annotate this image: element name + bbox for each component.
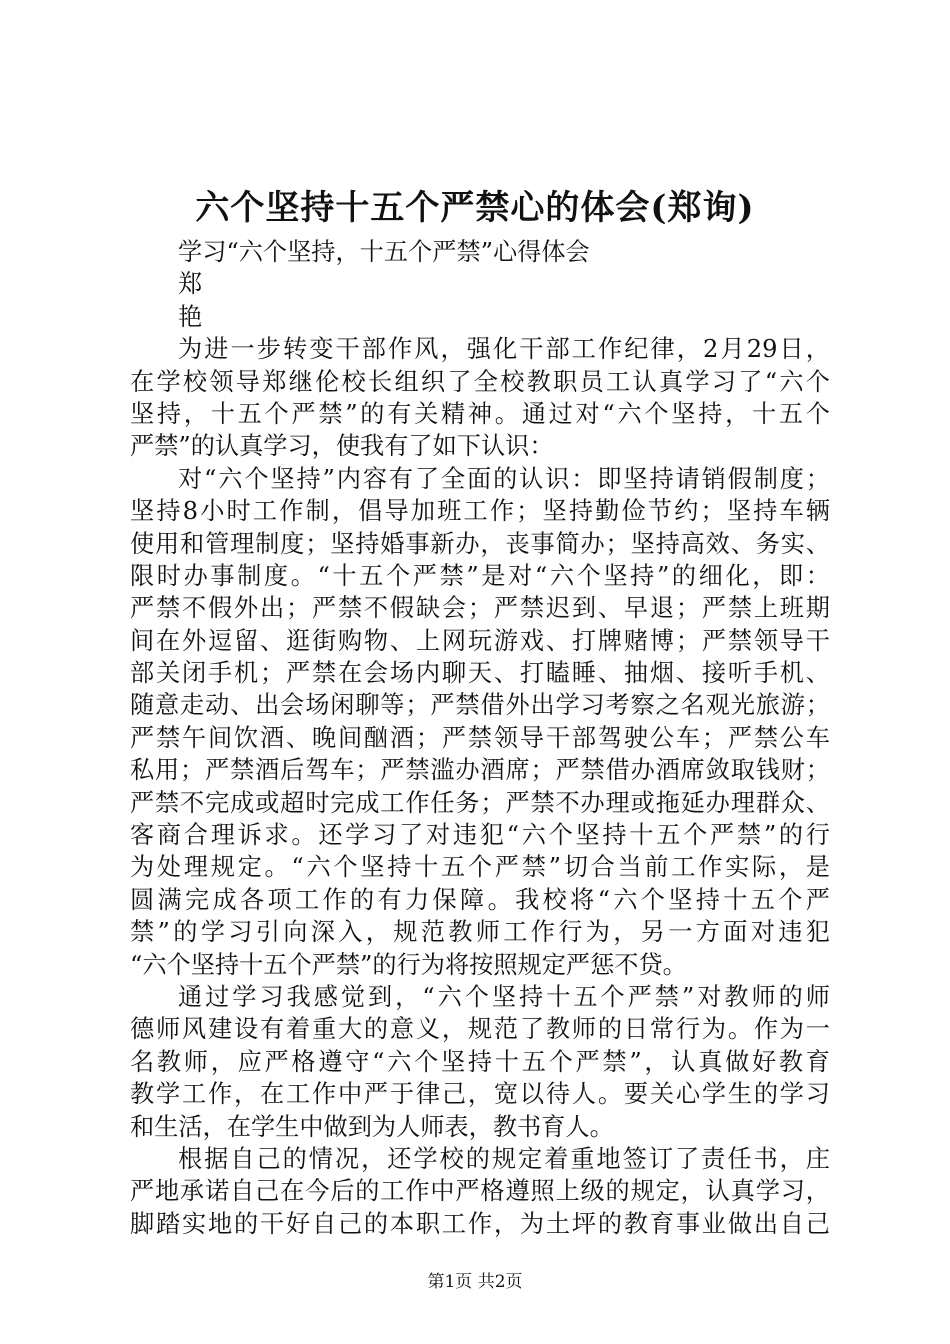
text-line: 间在外逗留、逛街购物、上网玩游戏、打牌赌博；严禁领导干 [130, 626, 830, 655]
document-title: 六个坚持十五个严禁心的体会(郑询) [195, 188, 755, 228]
page-footer: 第1页 共2页 [427, 1272, 523, 1292]
text-line: 坚持，十五个严禁”的有关精神。通过对“六个坚持，十五个 [130, 399, 830, 428]
text-line: 在学校领导郑继伦校长组织了全校教职员工认真学习了“六个 [130, 367, 830, 396]
text-line: 脚踏实地的干好自己的本职工作，为土坪的教育事业做出自己 [130, 1209, 830, 1238]
text-line: 客商合理诉求。还学习了对违犯“六个坚持十五个严禁”的行 [130, 821, 830, 850]
text-line: 严禁不完成或超时完成工作任务；严禁不办理或拖延办理群众、 [130, 788, 830, 817]
text-line: 圆满完成各项工作的有力保障。我校将“六个坚持十五个严 [130, 885, 830, 914]
document-body [130, 236, 830, 1240]
text-line: 为进一步转变干部作风，强化干部工作纪律，2月29日， [178, 335, 830, 364]
author-line-1: 郑 [178, 270, 203, 299]
text-line: 德师风建设有着重大的意义，规范了教师的日常行为。作为一 [130, 1015, 830, 1044]
text-line: 对“六个坚持”内容有了全面的认识：即坚持请销假制度； [178, 464, 830, 493]
text-line: “六个坚持十五个严禁”的行为将按照规定严惩不贷。 [130, 950, 687, 979]
text-line: 通过学习我感觉到，“六个坚持十五个严禁”对教师的师 [178, 982, 830, 1011]
body-text [130, 333, 830, 1240]
text-line: 严禁午间饮酒、晚间酗酒；严禁领导干部驾驶公车；严禁公车 [130, 723, 830, 752]
text-line: 私用；严禁酒后驾车；严禁滥办酒席；严禁借办酒席敛取钱财； [130, 756, 830, 785]
text-line: 严地承诺自己在今后的工作中严格遵照上级的规定，认真学习， [130, 1177, 830, 1206]
author-line-2: 艳 [178, 302, 203, 331]
text-line: 部关闭手机；严禁在会场内聊天、打瞌睡、抽烟、接听手机、 [130, 659, 830, 688]
text-line: 为处理规定。“六个坚持十五个严禁”切合当前工作实际，是 [130, 853, 830, 882]
text-line: 使用和管理制度；坚持婚事新办，丧事简办；坚持高效、务实、 [130, 529, 830, 558]
text-line: 随意走动、出会场闲聊等；严禁借外出学习考察之名观光旅游； [130, 691, 830, 720]
text-line: 名教师，应严格遵守“六个坚持十五个严禁”，认真做好教育 [130, 1047, 830, 1076]
text-line: 限时办事制度。“十五个严禁”是对“六个坚持”的细化，即： [130, 561, 830, 590]
text-line: 根据自己的情况，还学校的规定着重地签订了责任书，庄 [178, 1144, 830, 1173]
subtitle: 学习“六个坚持，十五个严禁”心得体会 [178, 238, 590, 266]
text-line: 坚持8小时工作制，倡导加班工作；坚持勤俭节约；坚持车辆 [130, 497, 830, 526]
text-line: 严禁不假外出；严禁不假缺会；严禁迟到、早退；严禁上班期 [130, 594, 830, 623]
text-line: 教学工作，在工作中严于律己，宽以待人。要关心学生的学习 [130, 1080, 830, 1109]
text-line: 禁”的学习引向深入，规范教师工作行为，另一方面对违犯 [130, 918, 830, 947]
text-line: 严禁”的认真学习，使我有了如下认识： [130, 432, 554, 461]
text-line: 和生活，在学生中做到为人师表，教书育人。 [130, 1112, 614, 1141]
